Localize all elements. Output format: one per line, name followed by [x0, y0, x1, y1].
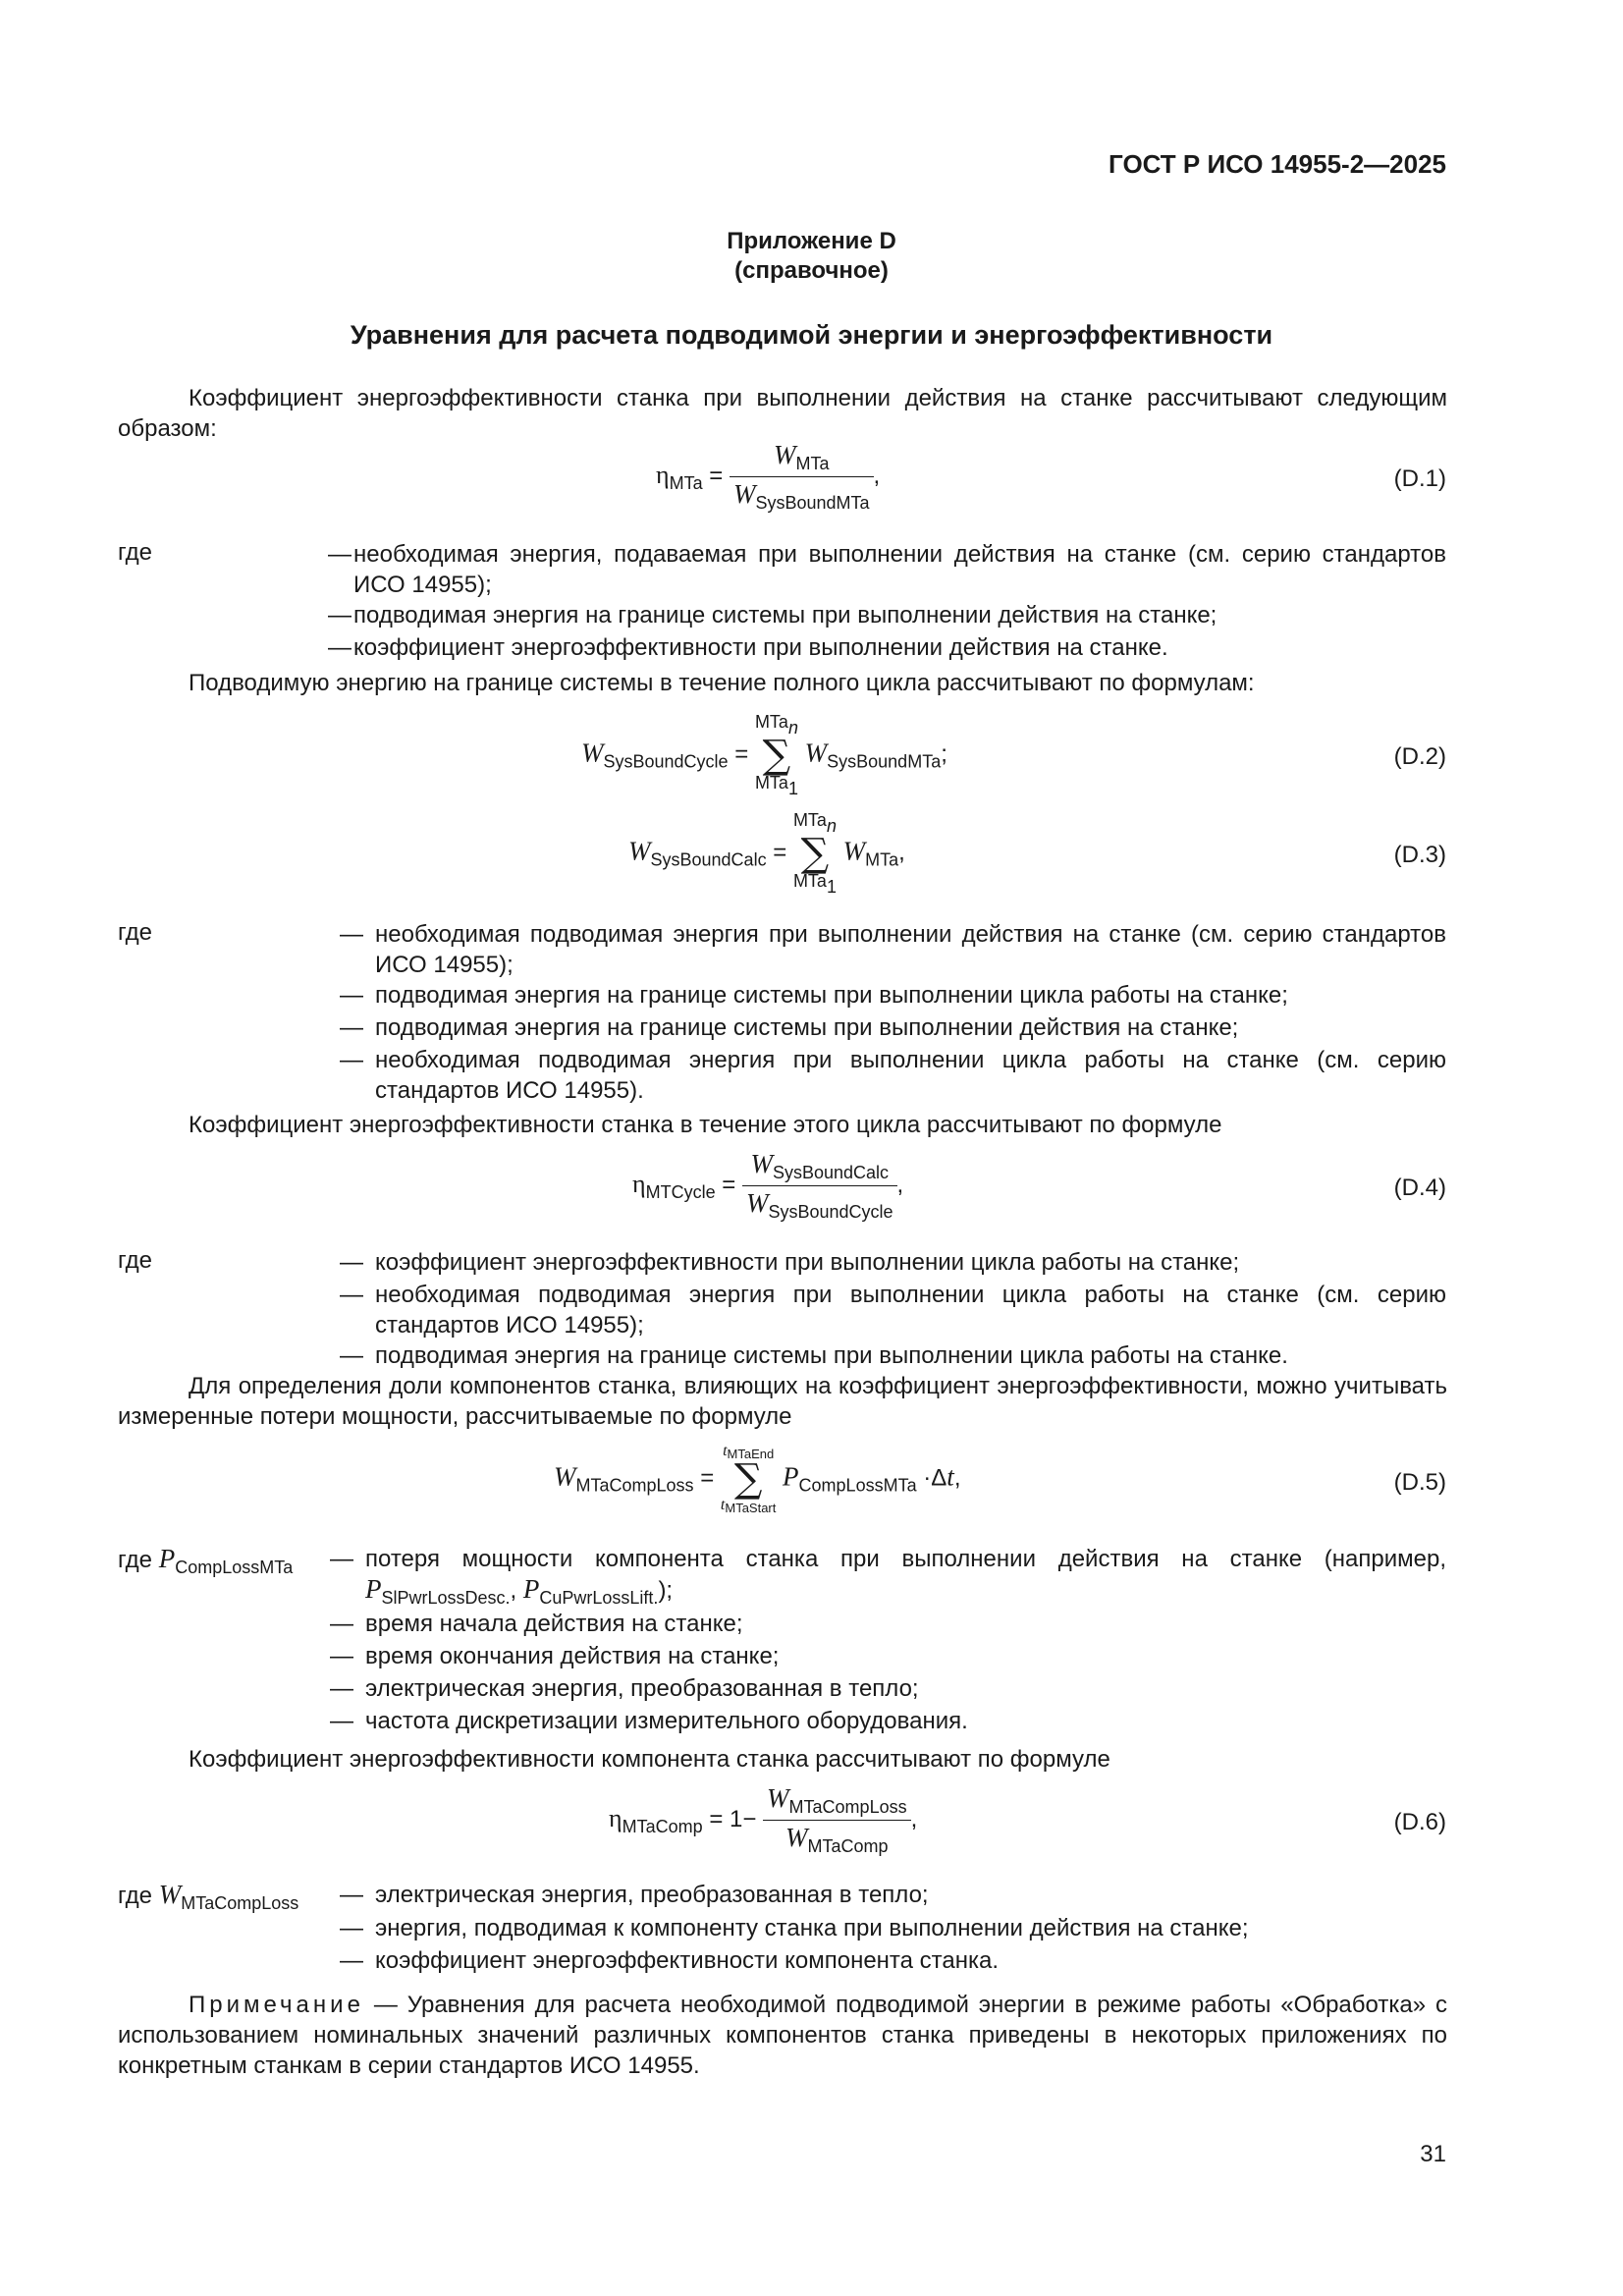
equation-d6: $\eta_{MTaComp} = 1-$ $\frac{W_{MTaCompLoss}}{W_{MTaComp}}$ , — [609, 1783, 918, 1856]
equation-number-d4: (D.4) — [1393, 1175, 1446, 1201]
equation-d5: $W_{MTaCompLoss}$ = $t_{MTaEnd}$ ∑ $t_{MTaStart}$ $P_{CompLossMTa} \cdot\Delta t$, — [554, 1443, 961, 1515]
equation-number-d1: (D.1) — [1393, 465, 1446, 492]
annex-title: Уравнения для расчета подводимой энергии и энергоэффективности — [350, 320, 1273, 350]
note-label: Примечание — [189, 1992, 364, 2018]
equation-number-d2: (D.2) — [1393, 743, 1446, 770]
where-label: где — [118, 1883, 153, 1909]
where-label: где — [118, 1547, 153, 1573]
intro-paragraph: Коэффициент энергоэффективности станка при выполнении действия на станке рассчитывают следующим образом: — [118, 385, 1447, 442]
equation-number-d3: (D.3) — [1393, 842, 1446, 868]
note-paragraph — [118, 1990, 1447, 2081]
where-label: где — [118, 539, 153, 566]
equation-number-d5: (D.5) — [1393, 1469, 1446, 1496]
where-label: где — [118, 1247, 153, 1274]
paragraph-2: Подводимую энергию на границе системы в течение полного цикла рассчитывают по формулам: — [189, 670, 1255, 696]
paragraph-4: Для определения доли компонентов станка, влияющих на коэффициент энергоэффективности, можно учитывать измеренные потери мощности, рассчитываемые по формуле — [118, 1373, 1447, 1430]
note-text: — Уравнения для расчета необходимой подводимой энергии в режиме работы «Обработка» с использованием номинальных значений различных компонентов станка приведены в некоторых приложениях по конкретным станкам в серии стандартов ИСО 14955. — [118, 1992, 1447, 2079]
equation-d3: $W_{SysBoundCalc}$ = MTa$_n$ ∑ MTa$_1$ $W_{MTa}$, — [628, 810, 905, 897]
equation-d1: $\eta_{MTa}$ = $\frac{W_{MTa}}{W_{SysBoundMTa}}$ , — [656, 440, 881, 513]
annex-status: (справочное) — [734, 257, 889, 284]
equation-d2: $W_{SysBoundCycle}$ = MTa$_n$ ∑ MTa$_1$ $W_{SysBoundMTa}$; — [581, 712, 947, 798]
equation-d4: $\eta_{MTCycle}$ = $\frac{W_{SysBoundCalc}}{W_{SysBoundCycle}}$ , — [632, 1149, 904, 1222]
paragraph-3: Коэффициент энергоэффективности станка в течение этого цикла рассчитывают по формуле — [189, 1112, 1222, 1138]
document-code: ГОСТ Р ИСО 14955-2—2025 — [1109, 149, 1446, 179]
where-label: где — [118, 919, 153, 946]
annex-label: Приложение D — [727, 228, 896, 254]
paragraph-5: Коэффициент энергоэффективности компонента станка рассчитывают по формуле — [189, 1746, 1110, 1773]
page-number: 31 — [1420, 2141, 1446, 2167]
equation-number-d6: (D.6) — [1393, 1809, 1446, 1835]
